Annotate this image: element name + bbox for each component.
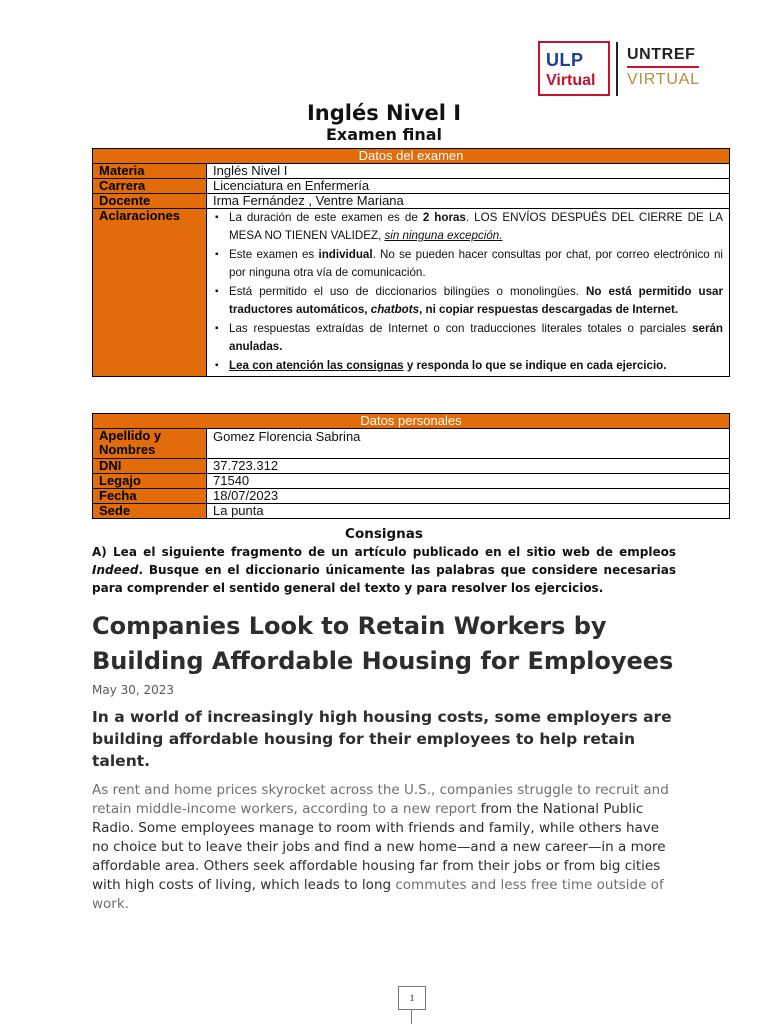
article-title: Companies Look to Retain Workers by Building Affordable Housing for Employees — [92, 612, 674, 675]
rules-list — [213, 209, 723, 375]
body-text: from the National Public Radio. Some employees manage to room with friends and family, while others have no choice but to leave their jobs and find a new home—and a new career—in a more affordable area. Others seek affordable housing far from their jobs or from big cities with high costs of living, which leads to long — [92, 801, 666, 893]
personal-data-table — [92, 413, 730, 519]
untref-logo-bar — [627, 66, 699, 68]
rule-text: . No se pueden hacer consultas por chat, por correo electrónico ni por ninguna otra vía de comunicación. — [229, 248, 723, 279]
row-label: Fecha — [93, 489, 207, 504]
row-label: Materia — [93, 164, 207, 179]
list-item — [223, 209, 723, 245]
row-label: Docente — [93, 194, 207, 209]
rule-text: Las respuestas extraídas de Internet o con traducciones literales totales o parciales — [229, 322, 693, 335]
untref-virtual-text: VIRTUAL — [627, 71, 700, 88]
consignas-instruction — [92, 543, 676, 597]
instruction-text: . Busque en el diccionario únicamente las palabras que considere necesarias para comprender el sentido general del texto y para resolver los ejercicios. — [92, 563, 676, 595]
logo-divider — [616, 42, 618, 96]
article-date: May 30, 2023 — [92, 683, 175, 697]
row-label: DNI — [93, 459, 207, 474]
list-item — [223, 320, 723, 356]
rule-emphasis: individual — [318, 248, 373, 261]
commutes-link[interactable]: commutes — [395, 877, 467, 893]
table-row — [93, 164, 730, 179]
report-link[interactable]: As rent and home prices skyrocket across the U.S., companies struggle to recruit and retain middle-income workers, according to a new report — [92, 782, 669, 817]
article-lead: In a world of increasingly high housing costs, some employers are building affordable housing for their employees to help retain talent. — [92, 708, 672, 770]
ulp-logo-text: ULP — [546, 50, 584, 70]
row-value: La punta — [207, 504, 730, 519]
table-row — [93, 429, 730, 459]
rule-emphasis: No está permitido usar traductores automáticos, — [229, 285, 723, 316]
virtual-logo-text: Virtual — [546, 72, 596, 89]
rule-emphasis: chatbots — [370, 303, 420, 316]
indeed-name: Indeed — [92, 563, 139, 577]
consignas-heading: Consignas — [345, 526, 423, 542]
row-label: Legajo — [93, 474, 207, 489]
untref-virtual-logo — [627, 46, 700, 89]
rule-text: Está permitido el uso de diccionarios bilingües o monolingües. — [229, 285, 586, 298]
row-label: Apellido y Nombres — [93, 429, 207, 459]
rule-text: La duración de este examen es de — [229, 211, 423, 224]
row-label: Sede — [93, 504, 207, 519]
row-value: Inglés Nivel I — [207, 164, 730, 179]
row-label: Carrera — [93, 179, 207, 194]
rule-emphasis: , ni copiar respuestas descargadas de Internet. — [419, 303, 679, 316]
rule-emphasis: 2 horas — [422, 211, 466, 224]
list-item — [223, 283, 723, 319]
table-row — [93, 474, 730, 489]
table-row — [93, 209, 730, 377]
exam-table-heading: Datos del examen — [93, 149, 730, 164]
row-value: 71540 — [207, 474, 730, 489]
rule-emphasis: Lea con atención las consignas — [229, 359, 404, 372]
row-value: 18/07/2023 — [207, 489, 730, 504]
row-value: 37.723.312 — [207, 459, 730, 474]
row-value: Irma Fernández , Ventre Mariana — [207, 194, 730, 209]
rule-emphasis: sin ninguna excepción. — [384, 229, 503, 242]
instruction-text: A) Lea el siguiente fragmento de un artículo publicado en el sitio web de empleos — [92, 545, 676, 559]
personal-table-heading: Datos personales — [93, 414, 730, 429]
untref-logo-text: UNTREF — [627, 46, 696, 63]
page-number-line — [411, 1009, 412, 1024]
aclaraciones-cell — [207, 209, 730, 377]
table-row — [93, 179, 730, 194]
table-row — [93, 459, 730, 474]
rule-text: . LOS ENVÍOS DESPUÉS DEL CIERRE DE LA MESA NO TIENEN VALIDEZ, — [229, 211, 723, 242]
exam-data-table — [92, 148, 730, 377]
row-value: Licenciatura en Enfermería — [207, 179, 730, 194]
table-row — [93, 489, 730, 504]
rule-emphasis: y responda lo que se indique en cada ejercicio. — [403, 359, 667, 372]
body-text: and less free time outside of work. — [92, 877, 664, 912]
ulp-virtual-logo — [538, 41, 610, 96]
list-item — [223, 357, 723, 375]
row-value: Gomez Florencia Sabrina — [207, 429, 730, 459]
rule-emphasis: serán anuladas. — [229, 322, 723, 353]
document-subtitle: Examen final — [325, 125, 443, 144]
aclaraciones-label: Aclaraciones — [93, 209, 207, 377]
article-body — [92, 781, 677, 914]
table-row — [93, 194, 730, 209]
rule-text: Este examen es — [229, 248, 319, 261]
document-title: Inglés Nivel I — [306, 101, 462, 125]
table-row — [93, 504, 730, 519]
list-item — [223, 246, 723, 282]
page-number: 1 — [398, 986, 426, 1010]
